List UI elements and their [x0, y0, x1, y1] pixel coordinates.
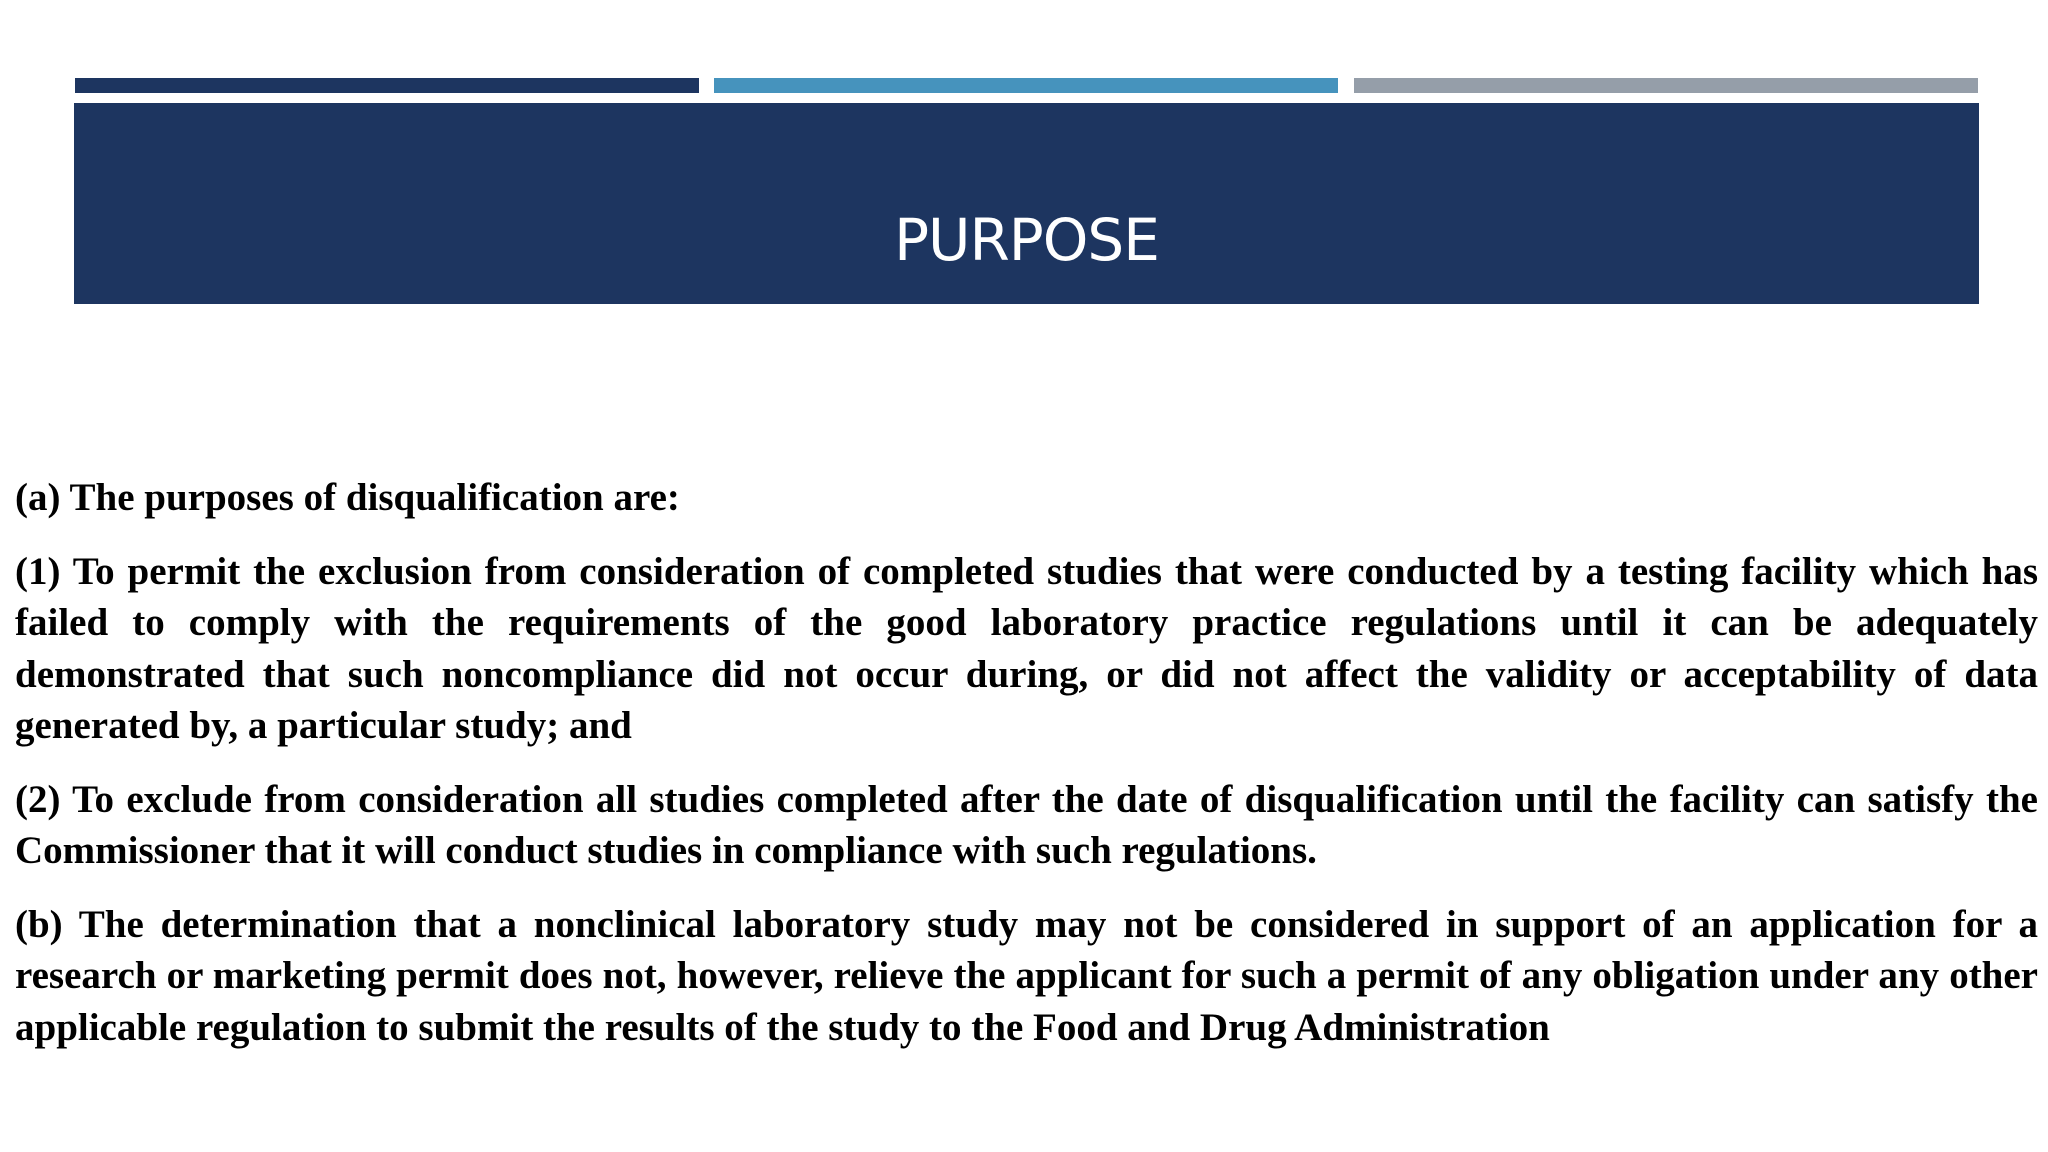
- paragraph-1: (1) To permit the exclusion from consideration of completed studies that were conducted by a testing facility which has failed to comply with the requirements of the good laboratory practice regulations until it can be adequately demonstrated that such noncompliance did not occur during, or did not affect the validity or acceptability of data generated by, a particular study; and: [15, 549, 2038, 747]
- slide-title: PURPOSE: [894, 206, 1159, 274]
- accent-bar-middle: [714, 78, 1338, 93]
- accent-bar-left: [75, 78, 699, 93]
- paragraph-2: (2) To exclude from consideration all studies completed after the date of disqualification until the facility can satisfy the Commissioner that it will conduct studies in compliance with such regulations.: [15, 777, 2038, 872]
- slide-body: [15, 472, 2038, 1053]
- paragraph-b: (b) The determination that a nonclinical laboratory study may not be considered in support of an application for a research or marketing permit does not, however, relieve the applicant for such a permit of any obligation under any other applicable regulation to submit the results of the study to the Food and Drug Administration: [15, 902, 2038, 1049]
- title-band: [74, 103, 1979, 304]
- accent-bar-right: [1354, 78, 1978, 93]
- paragraph-a: (a) The purposes of disqualification are:: [15, 476, 680, 519]
